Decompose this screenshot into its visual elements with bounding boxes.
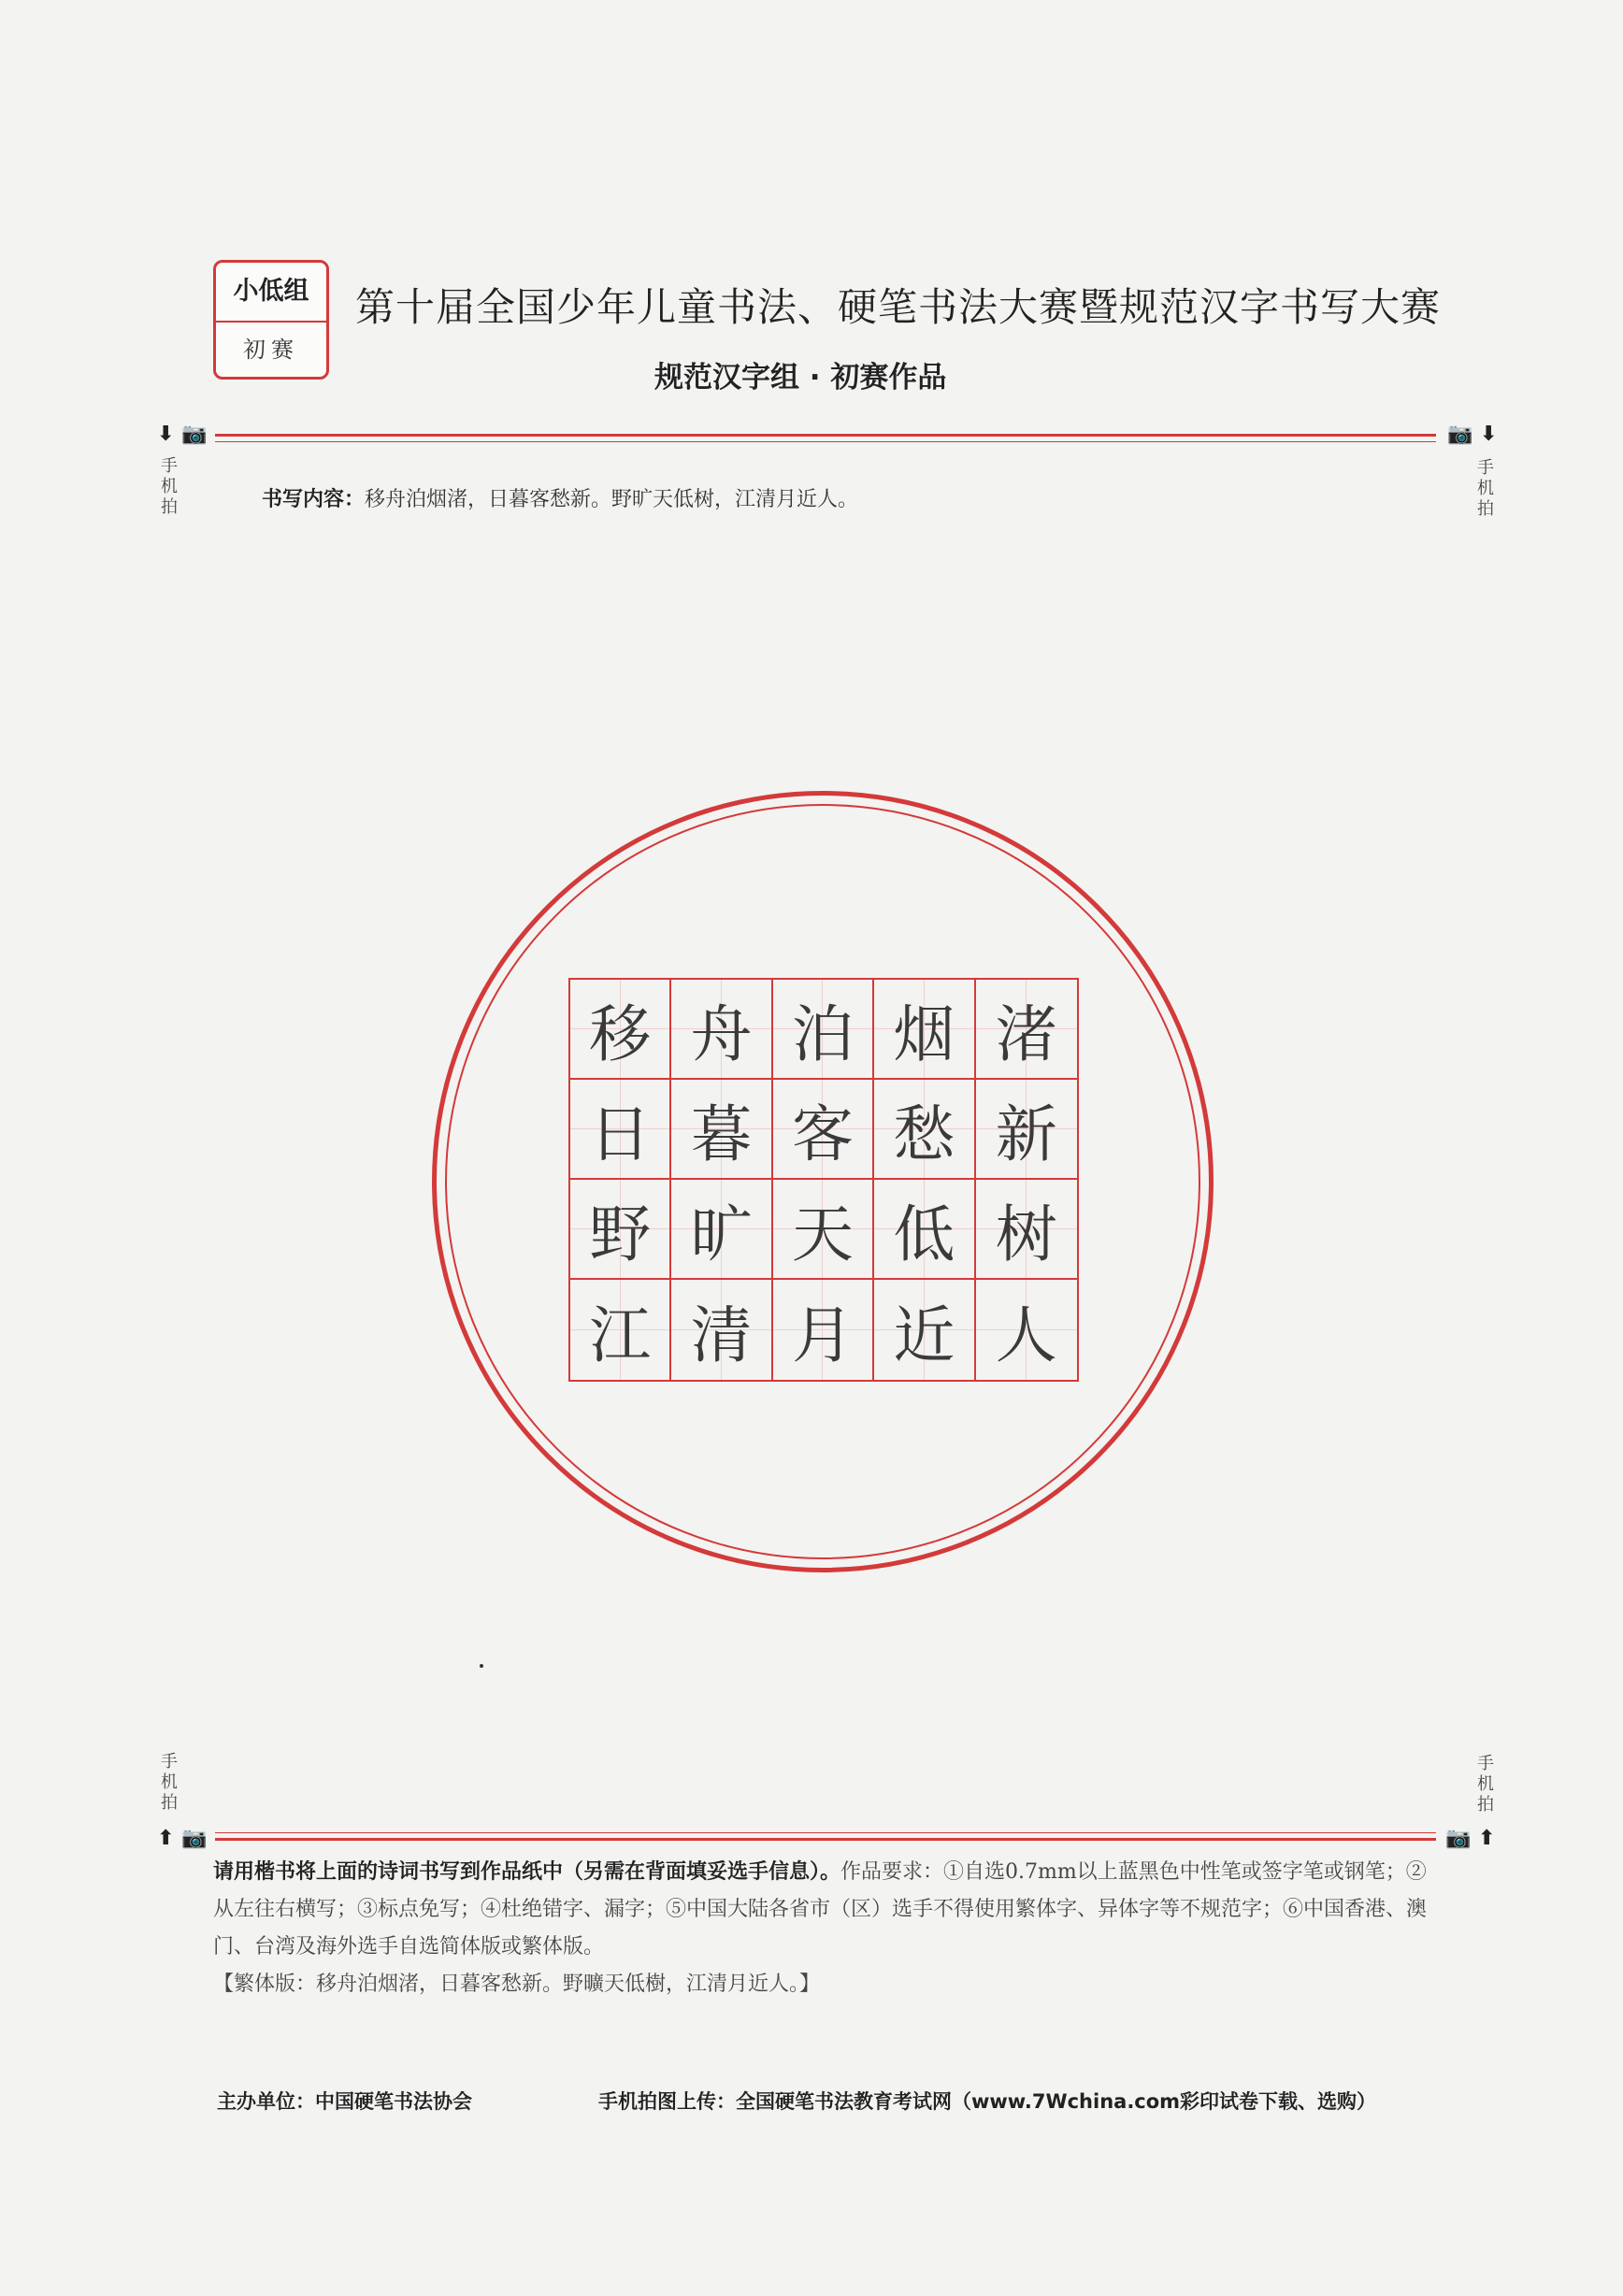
competition-title: 第十届全国少年儿童书法、硬笔书法大赛暨规范汉字书写大赛 [355,284,1442,330]
instructions-lead: 请用楷书将上面的诗词书写到作品纸中（另需在背面填妥选手信息）。 [213,1860,841,1884]
camera-marker-bottom-left: ⬆ 📷 [157,1827,208,1850]
grid-cell: 愁 [874,1080,975,1180]
top-red-rule [215,434,1436,437]
phone-capture-label-bottom-left: 手 机 拍 [161,1752,178,1813]
grid-cell: 新 [976,1080,1077,1180]
phone-capture-label-bottom-right: 手 机 拍 [1477,1754,1494,1815]
writing-content-line [262,483,858,512]
grid-cell: 低 [874,1180,975,1280]
grid-cell: 人 [976,1280,1077,1380]
grid-cell: 近 [874,1280,975,1380]
grid-cell: 移 [570,980,671,1080]
grid-cell: 旷 [671,1180,772,1280]
phone-capture-label-top-left: 手 机 拍 [161,456,178,517]
grid-cell: 天 [773,1180,874,1280]
instructions-requirements: 作品要求：①自选0.7mm以上蓝黑色中性笔或签字笔或钢笔；②从左往右横写；③标点免写；④杜绝错字、漏字；⑤中国大陆各省市（区）选手不得使用繁体字、异体字等不规范字；⑥中国香港、澳门、台湾及海外选手自选简体版或繁体版。 [213,1860,1428,1959]
grid-cell: 清 [671,1280,772,1380]
traditional-version-text: 【繁体版：移舟泊烟渚，日暮客愁新。野曠天低樹，江清月近人。】 [213,1973,821,1996]
phone-capture-label-top-right: 手 机 拍 [1477,458,1494,519]
grid-cell: 暮 [671,1080,772,1180]
competition-subtitle: 规范汉字组 · 初赛作品 [654,361,947,395]
camera-marker-top-left: ⬇ 📷 [157,423,208,446]
upload-info-text: 手机拍图上传：全国硬笔书法教育考试网（www.7Wchina.com彩印试卷下载、选购） [598,2090,1377,2113]
writing-grid [568,978,1079,1382]
stray-dot [480,1664,483,1668]
bottom-red-rule [215,1838,1436,1841]
organizer-text: 主办单位：中国硬笔书法协会 [217,2090,472,2113]
group-badge [213,260,329,380]
round-badge-label: 初赛 [243,337,299,363]
writing-content-label: 书写内容： [262,488,366,511]
grid-cell: 江 [570,1280,671,1380]
grid-cell: 野 [570,1180,671,1280]
camera-marker-top-right: 📷 ⬇ [1447,423,1498,446]
grid-cell: 日 [570,1080,671,1180]
group-badge-label: 小低组 [216,263,326,323]
bottom-red-rule-thin [215,1832,1436,1833]
grid-cell: 树 [976,1180,1077,1280]
grid-cell: 泊 [773,980,874,1080]
grid-cell: 客 [773,1080,874,1180]
grid-cell: 月 [773,1280,874,1380]
writing-content-text: 移舟泊烟渚，日暮客愁新。野旷天低树，江清月近人。 [365,488,859,511]
camera-marker-bottom-right: 📷 ⬆ [1445,1827,1496,1850]
instructions-block [213,1854,1438,2003]
grid-cell: 烟 [874,980,975,1080]
grid-cell: 舟 [671,980,772,1080]
grid-cell: 渚 [976,980,1077,1080]
top-red-rule-thin [215,441,1436,442]
